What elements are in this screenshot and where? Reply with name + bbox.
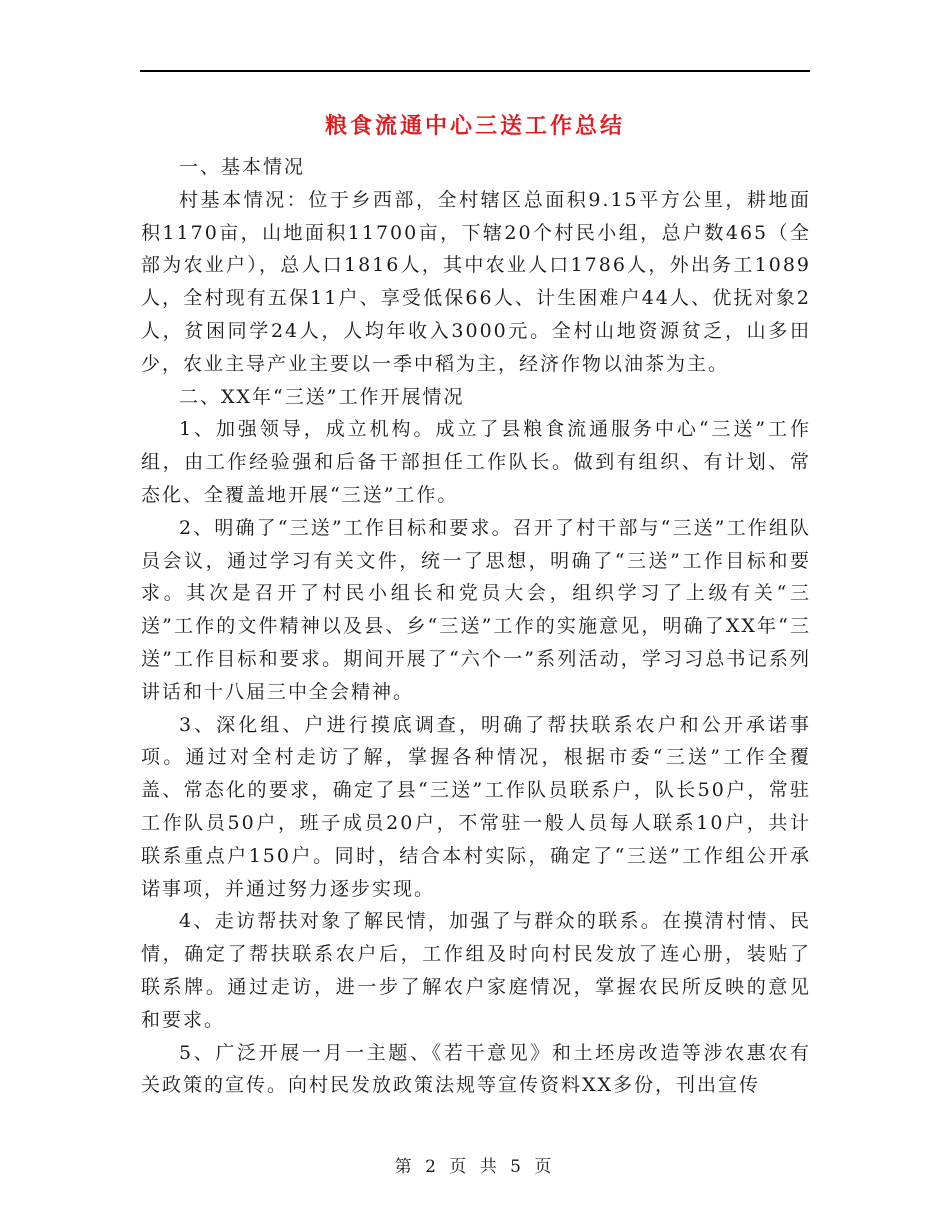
- page-number-footer: 第 2 页 共 5 页: [394, 1157, 556, 1177]
- paragraph-item-2: 2、明确了“三送”工作目标和要求。召开了村干部与“三送”工作组队员会议，通过学习有关文件，统一了思想，明确了“三送”工作目标和要求。其次是召开了村民小组长和党员大会，组织学习了上级有关“三送”工作的文件精神以及县、乡“三送”工作的实施意见，明确了XX年“三送”工作目标和要求。期间开展了“六个一”系列活动，学习习总书记系列讲话和十八届三中全会精神。: [141, 516, 811, 703]
- section-heading-work-progress: 二、XX年“三送”工作开展情况: [179, 385, 465, 408]
- document-title: 粮食流通中心三送工作总结: [324, 113, 625, 139]
- paragraph-item-4: 4、走访帮扶对象了解民情，加强了与群众的联系。在摸清村情、民情，确定了帮扶联系农户后，工作组及时向村民发放了连心册，装贴了联系牌。通过走访，进一步了解农户家庭情况，掌握农民所反映的意见和要求。: [141, 910, 811, 1031]
- document-body: [141, 151, 811, 1102]
- paragraph-item-5: 5、广泛开展一月一主题、《若干意见》和土坯房改造等涉农惠农有关政策的宣传。向村民发放政策法规等宣传资料XX多份，刊出宣传: [141, 1041, 811, 1097]
- paragraph-village-info: 村基本情况：位于乡西部，全村辖区总面积9.15平方公里，耕地面积1170亩，山地面积11700亩，下辖20个村民小组，总户数465（全部为农业户），总人口1816人，其中农业人口1786人，外出务工1089人，全村现有五保11户、享受低保66人、计生困难户44人、优抚对象2人，贫困同学24人，人均年收入3000元。全村山地资源贫乏，山多田少，农业主导产业主要以一季中稻为主，经济作物以油茶为主。: [141, 188, 811, 375]
- header-rule: [140, 70, 810, 72]
- section-heading-basic-info: 一、基本情况: [179, 156, 306, 178]
- paragraph-item-1: 1、加强领导，成立机构。成立了县粮食流通服务中心“三送”工作组，由工作经验强和后备干部担任工作队长。做到有组织、有计划、常态化、全覆盖地开展“三送”工作。: [141, 418, 811, 506]
- paragraph-item-3: 3、深化组、户进行摸底调查，明确了帮扶联系农户和公开承诺事项。通过对全村走访了解，掌握各种情况，根据市委“三送”工作全覆盖、常态化的要求，确定了县“三送”工作队员联系户，队长50户，常驻工作队员50户，班子成员20户，不常驻一般人员每人联系10户，共计联系重点户150户。同时，结合本村实际，确定了“三送”工作组公开承诺事项，并通过努力逐步实现。: [141, 713, 811, 900]
